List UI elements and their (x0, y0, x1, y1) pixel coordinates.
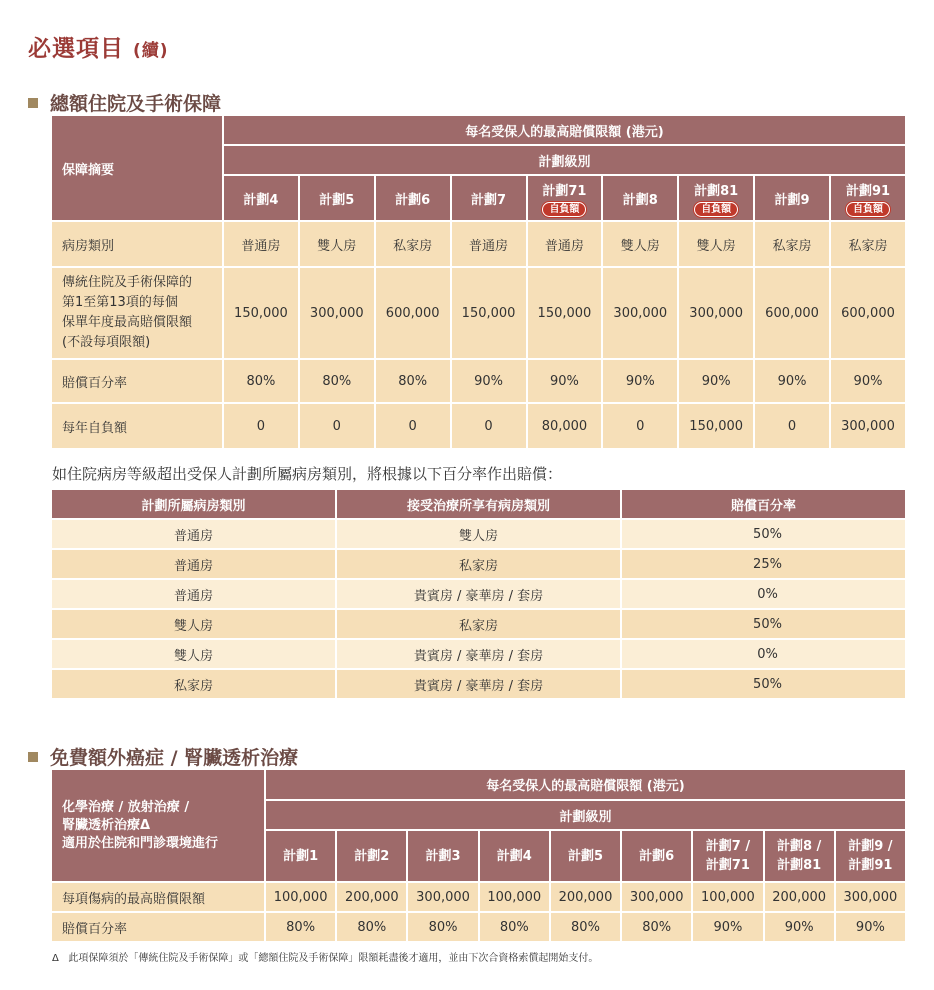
plan-header (480, 831, 549, 881)
row-label-line: 傳統住院及手術保障的 (62, 275, 193, 290)
ward-class-table (50, 488, 907, 700)
table-row (52, 610, 905, 638)
plan-header (337, 831, 406, 881)
table-cell: 0 (755, 404, 829, 448)
table-cell: 私家房 (52, 670, 335, 698)
table-cell: 25% (622, 550, 905, 578)
table-cell: 300,000 (408, 883, 477, 911)
table-cell: 80% (622, 913, 691, 941)
table-row (52, 640, 905, 668)
table-row (52, 550, 905, 578)
deductible-badge: 自負額 (846, 202, 890, 217)
plan-name: 計劃7 / (705, 839, 751, 854)
plan-name: 計劃4 (496, 848, 532, 864)
table-cell: 80% (337, 913, 406, 941)
hospital-benefit-table (50, 114, 907, 450)
ward-header-plan-class: 計劃所屬病房類別 (52, 490, 335, 518)
plan-name: 計劃91 (848, 858, 893, 873)
ward-header-percentage: 賠償百分率 (622, 490, 905, 518)
plan-name: 計劃8 / (776, 839, 822, 854)
summary-line: 化學治療 / 放射治療 / (62, 799, 190, 815)
plan-name: 計劃5 (319, 192, 355, 208)
table-cell: 私家房 (337, 550, 620, 578)
plan-header (831, 176, 905, 220)
header-plan-level: 計劃級別 (266, 801, 905, 829)
table-cell: 150,000 (528, 268, 602, 358)
table-cell: 90% (765, 913, 834, 941)
header-max-limit: 每名受保人的最高賠償限額 (港元) (224, 116, 905, 144)
table-cell: 貴賓房 / 豪華房 / 套房 (337, 580, 620, 608)
table-cell: 600,000 (376, 268, 450, 358)
table-cell: 0% (622, 640, 905, 668)
table-cell: 貴賓房 / 豪華房 / 套房 (337, 640, 620, 668)
table-cell: 600,000 (755, 268, 829, 358)
table-cell: 0 (300, 404, 374, 448)
table-cell: 雙人房 (52, 610, 335, 638)
table-row (52, 268, 905, 358)
table-cell: 150,000 (452, 268, 526, 358)
table-cell: 80% (408, 913, 477, 941)
row-label: 病房類別 (52, 222, 222, 266)
summary-line: 腎臟透析治療Δ (62, 817, 151, 833)
section-heading-cancer: 免費額外癌症 / 腎臟透析治療 (28, 743, 298, 770)
table-cell: 90% (452, 360, 526, 402)
square-bullet-icon (28, 752, 38, 762)
table-cell: 私家房 (755, 222, 829, 266)
ward-header-treatment-class: 接受治療所享有病房類別 (337, 490, 620, 518)
row-label: 賠償百分率 (52, 360, 222, 402)
table-cell: 80% (224, 360, 298, 402)
table-cell: 90% (831, 360, 905, 402)
summary-line: 適用於住院和門診環境進行 (62, 835, 219, 851)
plan-name: 計劃3 (425, 848, 461, 864)
table-cell: 200,000 (337, 883, 406, 911)
table-row (52, 360, 905, 402)
table-cell: 150,000 (224, 268, 298, 358)
plan-name: 計劃7 (471, 192, 507, 208)
table-cell: 0 (603, 404, 677, 448)
deductible-badge: 自負額 (542, 202, 586, 217)
table-row (52, 222, 905, 266)
row-label: 賠償百分率 (52, 913, 264, 941)
plan-header (376, 176, 450, 220)
table-cell: 200,000 (765, 883, 834, 911)
table-cell: 300,000 (679, 268, 753, 358)
plan-header (452, 176, 526, 220)
table-cell: 普通房 (224, 222, 298, 266)
table-cell: 50% (622, 520, 905, 548)
plan-header (836, 831, 905, 881)
table-row (52, 404, 905, 448)
table-cell: 0 (376, 404, 450, 448)
table-cell: 0% (622, 580, 905, 608)
row-label: 每項傷病的最高賠償限額 (52, 883, 264, 911)
table-cell: 80,000 (528, 404, 602, 448)
table-cell: 80% (300, 360, 374, 402)
plan-name: 計劃1 (283, 848, 319, 864)
header-summary: 保障摘要 (52, 116, 222, 220)
plan-name: 計劃6 (639, 848, 675, 864)
table-cell: 100,000 (693, 883, 762, 911)
plan-header (528, 176, 602, 220)
table-cell: 300,000 (300, 268, 374, 358)
plan-name: 計劃5 (567, 848, 603, 864)
plan-name: 計劃71 (542, 183, 587, 199)
square-bullet-icon (28, 98, 38, 108)
table-cell: 100,000 (266, 883, 335, 911)
table-cell: 80% (376, 360, 450, 402)
plan-name: 計劃9 (774, 192, 810, 208)
table-cell: 50% (622, 670, 905, 698)
table-cell: 普通房 (528, 222, 602, 266)
table-row (52, 913, 905, 941)
plan-header (224, 176, 298, 220)
row-label: 每年自負額 (52, 404, 222, 448)
table-cell: 雙人房 (603, 222, 677, 266)
table-cell: 私家房 (376, 222, 450, 266)
table-cell: 雙人房 (300, 222, 374, 266)
table-cell: 90% (603, 360, 677, 402)
plan-header (603, 176, 677, 220)
table-row (52, 670, 905, 698)
table-cell: 50% (622, 610, 905, 638)
table-cell: 300,000 (603, 268, 677, 358)
plan-header (300, 176, 374, 220)
table-cell: 私家房 (831, 222, 905, 266)
plan-name: 計劃9 / (848, 839, 893, 854)
table-cell: 普通房 (52, 580, 335, 608)
table-cell: 90% (836, 913, 905, 941)
plan-header (266, 831, 335, 881)
table-cell: 80% (480, 913, 549, 941)
table-cell: 80% (266, 913, 335, 941)
header-plan-level: 計劃級別 (224, 146, 905, 174)
plan-name: 計劃81 (777, 858, 822, 873)
plan-header (765, 831, 834, 881)
plan-header (755, 176, 829, 220)
plan-header (693, 831, 762, 881)
footnote: Δ 此項保障須於「傳統住院及手術保障」或「總額住院及手術保障」限額耗盡後才適用，並由下次合資格索償起開始支付。 (52, 953, 599, 964)
plan-header (408, 831, 477, 881)
table-cell: 普通房 (52, 520, 335, 548)
table-cell: 普通房 (452, 222, 526, 266)
plan-name: 計劃8 (622, 192, 658, 208)
row-label (52, 268, 222, 358)
deductible-badge: 自負額 (694, 202, 738, 217)
table-cell: 150,000 (679, 404, 753, 448)
table-cell: 100,000 (480, 883, 549, 911)
table-cell: 90% (679, 360, 753, 402)
section-heading-hospital: 總額住院及手術保障 (28, 89, 221, 116)
plan-header (551, 831, 620, 881)
table-cell: 雙人房 (52, 640, 335, 668)
table-cell: 0 (452, 404, 526, 448)
plan-header (679, 176, 753, 220)
table-cell: 80% (551, 913, 620, 941)
table-cell: 200,000 (551, 883, 620, 911)
table-cell: 90% (528, 360, 602, 402)
plan-header (622, 831, 691, 881)
plan-name: 計劃81 (694, 183, 739, 199)
plan-name: 計劃2 (354, 848, 390, 864)
table-cell: 300,000 (622, 883, 691, 911)
header-max-limit: 每名受保人的最高賠償限額 (港元) (266, 770, 905, 799)
cancer-summary-header (52, 770, 264, 881)
table-cell: 雙人房 (337, 520, 620, 548)
ward-intro-text: 如住院病房等級超出受保人計劃所屬病房類別，將根據以下百分率作出賠償： (52, 465, 563, 483)
table-cell: 90% (693, 913, 762, 941)
plan-name: 計劃6 (395, 192, 431, 208)
row-label-line: 保單年度最高賠償限額 (62, 315, 193, 330)
plan-name: 計劃91 (845, 183, 891, 199)
table-cell: 貴賓房 / 豪華房 / 套房 (337, 670, 620, 698)
page-title: 必選項目 (續) (28, 36, 169, 62)
table-cell: 600,000 (831, 268, 905, 358)
table-cell: 300,000 (831, 404, 905, 448)
table-row (52, 520, 905, 548)
table-row (52, 580, 905, 608)
table-row (52, 883, 905, 911)
table-cell: 私家房 (337, 610, 620, 638)
table-cell: 雙人房 (679, 222, 753, 266)
row-label-line: (不設每項限額) (62, 335, 151, 350)
plan-name: 計劃4 (243, 192, 279, 208)
table-cell: 300,000 (836, 883, 905, 911)
table-cell: 普通房 (52, 550, 335, 578)
cancer-dialysis-table (50, 768, 907, 943)
plan-name: 計劃71 (705, 858, 750, 873)
row-label-line: 第1至第13項的每個 (62, 295, 178, 310)
table-cell: 0 (224, 404, 298, 448)
table-cell: 90% (755, 360, 829, 402)
